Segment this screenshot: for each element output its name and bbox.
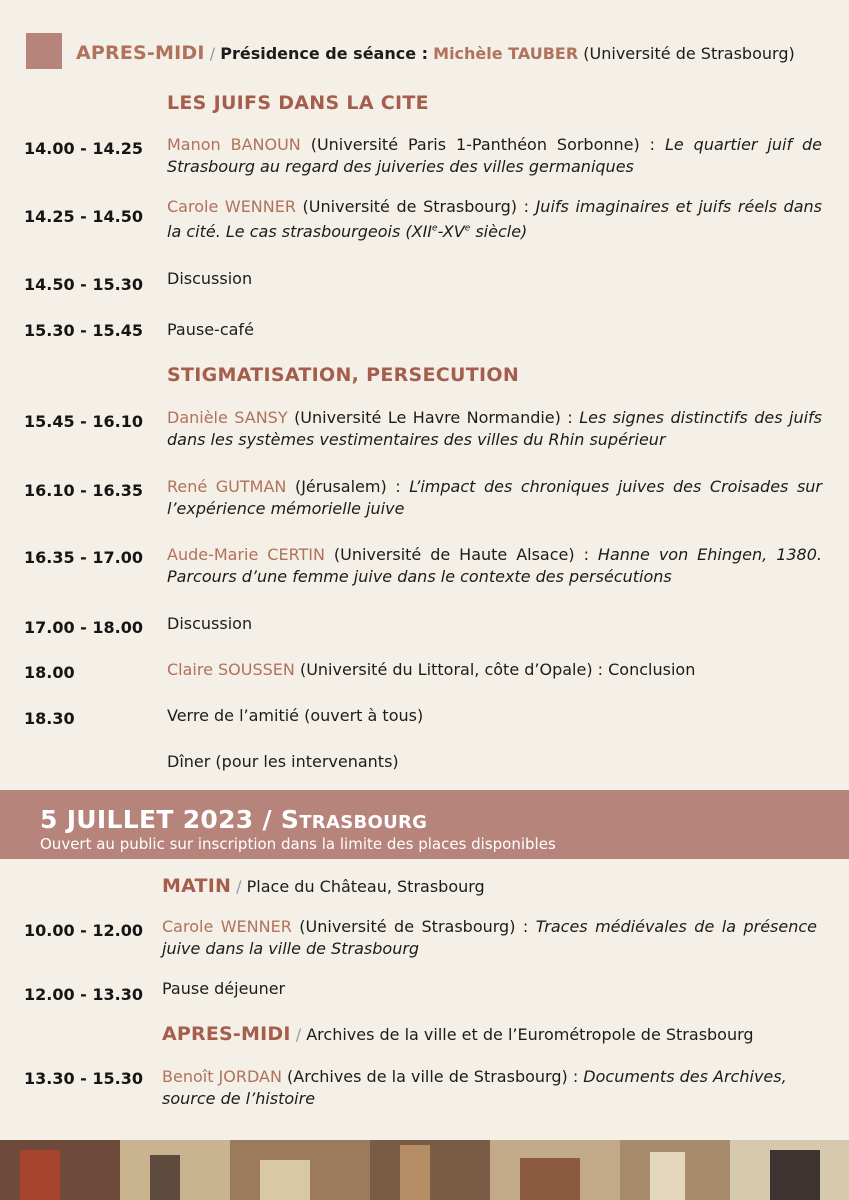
separator: /	[295, 1025, 302, 1044]
time-slot: 18.30	[24, 709, 75, 728]
speaker-affiliation: (Université Le Havre Normandie) :	[287, 408, 580, 427]
talk-title: Le quartier juif de Strasbourg au regard des juiveries des villes germaniques	[167, 135, 823, 176]
schedule-text: Verre de l’amitié (ouvert à tous)	[167, 706, 424, 725]
talk-entry	[162, 1066, 817, 1110]
time-slot: 16.35 - 17.00	[24, 548, 143, 567]
section-title-stigmatisation: STIGMATISATION, PERSECUTION	[167, 364, 520, 386]
speaker-name: Manon BANOUN	[167, 135, 301, 154]
speaker-affiliation: (Université de Strasbourg) :	[295, 197, 536, 216]
talk-entry	[167, 196, 822, 243]
time-slot: 12.00 - 13.30	[24, 985, 143, 1004]
talk-entry	[167, 544, 822, 588]
session-place: Archives de la ville et de l’Eurométropole de Strasbourg	[306, 1025, 754, 1044]
section-marker-square	[26, 33, 62, 69]
time-slot: 15.30 - 15.45	[24, 321, 143, 340]
talk-title-part: Juifs imaginaires et juifs réels dans la cité. Le cas strasbourgeois (XII	[167, 197, 822, 242]
schedule-text: Pause-café	[167, 320, 254, 339]
talk-title-part: -XV	[437, 222, 465, 242]
chair-affiliation: (Université de Strasbourg)	[583, 44, 795, 63]
session-label: MATIN	[162, 875, 232, 897]
speaker-name: Carole WENNER	[162, 917, 292, 936]
speaker-name: Claire SOUSSEN	[167, 660, 295, 679]
talk-title: Traces médiévales de la présence juive dans la ville de Strasbourg	[162, 917, 817, 958]
speaker-affiliation: (Jérusalem) :	[286, 477, 410, 496]
speaker-name: Carole WENNER	[167, 197, 296, 216]
session-header	[162, 1023, 754, 1045]
talk-title-part: siècle)	[470, 222, 528, 242]
time-slot: 18.00	[24, 663, 75, 682]
schedule-text: Discussion	[167, 269, 253, 288]
decorative-painting-strip	[0, 1140, 849, 1200]
speaker-affiliation: (Université de Haute Alsace) :	[324, 545, 598, 564]
speaker-affiliation: (Université de Strasbourg) :	[291, 917, 536, 936]
time-slot: 14.25 - 14.50	[24, 207, 143, 226]
talk-entry	[167, 407, 822, 451]
time-slot: 13.30 - 15.30	[24, 1069, 143, 1088]
schedule-text: Dîner (pour les intervenants)	[167, 752, 399, 771]
session-label: APRES-MIDI	[76, 42, 205, 64]
time-slot: 17.00 - 18.00	[24, 618, 143, 637]
speaker-name: Aude-Marie CERTIN	[167, 545, 325, 564]
session-header	[76, 42, 795, 64]
speaker-name: René GUTMAN	[167, 477, 287, 496]
speaker-name: Danièle SANSY	[167, 408, 288, 427]
talk-title: L’impact des chroniques juives des Croisades sur l’expérience mémorielle juive	[167, 477, 822, 518]
talk-title: Hanne von Ehingen, 1380. Parcours d’une femme juive dans le contexte des persécutions	[167, 545, 822, 586]
schedule-text: Pause déjeuner	[162, 979, 286, 998]
time-slot: 14.50 - 15.30	[24, 275, 143, 294]
superscript: e	[432, 224, 438, 234]
section-title-juifs-cite: LES JUIFS DANS LA CITE	[167, 92, 429, 114]
talk-entry	[167, 476, 822, 520]
date-banner-title	[40, 805, 427, 834]
city-text: Strasbourg	[280, 805, 428, 834]
date-banner-subtitle: Ouvert au public sur inscription dans la limite des places disponibles	[40, 835, 556, 853]
talk-entry	[167, 659, 822, 681]
separator: /	[209, 44, 216, 63]
session-label: APRES-MIDI	[162, 1023, 291, 1045]
date-text: 5 JUILLET 2023 /	[40, 805, 281, 834]
session-header	[162, 875, 485, 897]
schedule-text: Discussion	[167, 614, 253, 633]
session-place: Place du Château, Strasbourg	[246, 877, 485, 896]
talk-title: Les signes distinctifs des juifs dans les systèmes vestimentaires des villes du Rhin supérieur	[167, 408, 823, 449]
speaker-name: Benoît JORDAN	[162, 1067, 282, 1086]
speaker-affiliation: (Université Paris 1-Panthéon Sorbonne) :	[300, 135, 665, 154]
separator: /	[236, 877, 242, 896]
talk-entry	[162, 916, 817, 960]
time-slot: 14.00 - 14.25	[24, 139, 143, 158]
presidence-label: Présidence de séance :	[220, 44, 429, 63]
speaker-affiliation: (Archives de la ville de Strasbourg) :	[281, 1067, 584, 1086]
time-slot: 10.00 - 12.00	[24, 921, 143, 940]
chair-name: Michèle TAUBER	[433, 44, 579, 63]
talk-title: Documents des Archives, source de l’histoire	[162, 1067, 787, 1108]
time-slot: 16.10 - 16.35	[24, 481, 143, 500]
time-slot: 15.45 - 16.10	[24, 412, 143, 431]
speaker-affiliation: (Université du Littoral, côte d’Opale) : Conclusion	[294, 660, 696, 679]
talk-entry	[167, 134, 822, 178]
superscript: e	[464, 224, 471, 234]
